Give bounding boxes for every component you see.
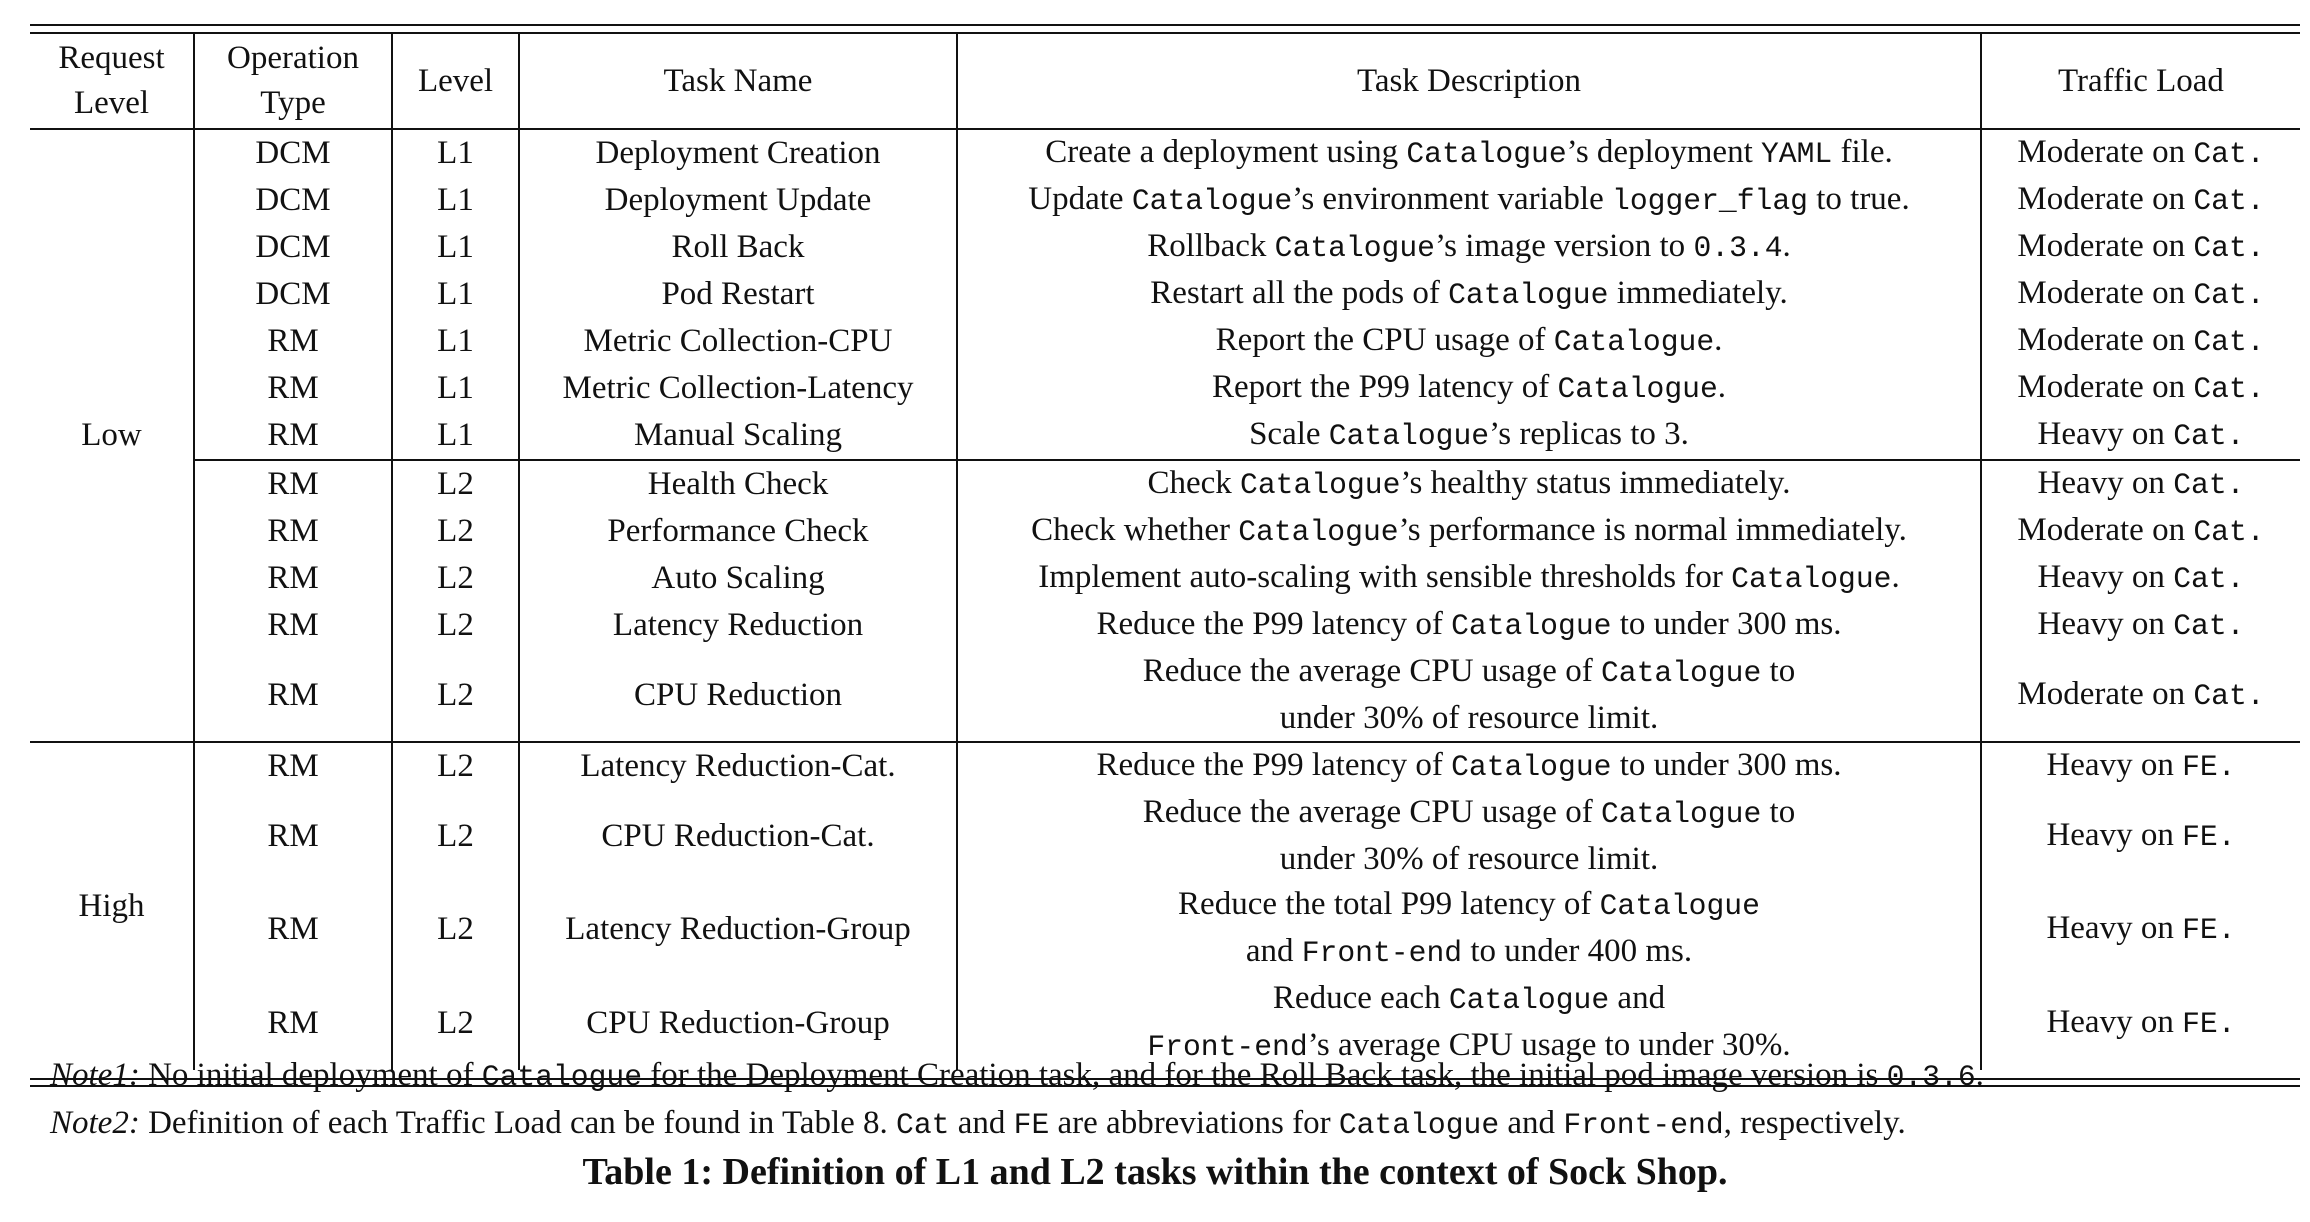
table-row bbox=[30, 365, 2300, 412]
header-traffic-load: Traffic Load bbox=[1981, 33, 2300, 129]
cell-operation-type: RM bbox=[194, 460, 392, 508]
cell-traffic-load: Heavy on FE. bbox=[2046, 1003, 2236, 1041]
table-row bbox=[30, 602, 2300, 649]
cell-task-name: Metric Collection-Latency bbox=[519, 365, 957, 412]
header-task-description: Task Description bbox=[957, 33, 1981, 129]
cell-task-description: Reduce the P99 latency of Catalogue to under 300 ms. bbox=[957, 602, 1981, 649]
table-row bbox=[30, 224, 2300, 271]
cell-operation-type: RM bbox=[194, 649, 392, 742]
table-notes bbox=[50, 1052, 2290, 1148]
cell-operation-type: RM bbox=[194, 365, 392, 412]
cell-task-description: Report the P99 latency of Catalogue. bbox=[957, 365, 1981, 412]
cell-traffic-load: Heavy on Cat. bbox=[1981, 460, 2300, 508]
cell-level: L2 bbox=[392, 555, 519, 602]
table-row bbox=[30, 271, 2300, 318]
cell-task-name: Latency Reduction-Cat. bbox=[519, 742, 957, 790]
table-caption: Table 1: Definition of L1 and L2 tasks within the context of Sock Shop. bbox=[582, 1151, 1728, 1193]
cell-task-name: Health Check bbox=[519, 460, 957, 508]
cell-task-description: Check whether Catalogue’s performance is normal immediately. bbox=[957, 508, 1981, 555]
cell-task-name: Metric Collection-CPU bbox=[519, 318, 957, 365]
cell-traffic-load: Moderate on Cat. bbox=[2017, 512, 2265, 549]
group-high: High bbox=[30, 742, 194, 1070]
table-row bbox=[30, 508, 2300, 555]
cell-operation-type: DCM bbox=[194, 177, 392, 224]
cell-traffic-load: Heavy on FE. bbox=[1981, 742, 2300, 790]
header-operation-type: Operation Type bbox=[194, 33, 392, 129]
cell-task-name: CPU Reduction bbox=[519, 649, 957, 742]
cell-operation-type: RM bbox=[194, 742, 392, 790]
header-level: Level bbox=[392, 33, 519, 129]
table-row bbox=[30, 460, 2300, 508]
cell-operation-type: RM bbox=[194, 508, 392, 555]
cell-operation-type: RM bbox=[194, 602, 392, 649]
header-task-name: Task Name bbox=[519, 33, 957, 129]
cell-task-name: Auto Scaling bbox=[519, 555, 957, 602]
cell-level: L2 bbox=[392, 882, 519, 976]
cell-traffic-load: Heavy on Cat. bbox=[2037, 606, 2245, 643]
cell-task-name: Deployment Creation bbox=[519, 129, 957, 177]
cell-task-name: Manual Scaling bbox=[519, 412, 957, 460]
cell-level: L1 bbox=[392, 412, 519, 460]
cell-operation-type: RM bbox=[194, 790, 392, 882]
table-row bbox=[30, 177, 2300, 224]
cell-level: L1 bbox=[392, 318, 519, 365]
cell-traffic-load: Moderate on Cat. bbox=[2017, 369, 2265, 406]
cell-task-description: Reduce the average CPU usage of Catalogue to under 30% of resource limit. bbox=[957, 649, 1981, 742]
table-row bbox=[30, 318, 2300, 365]
cell-level: L2 bbox=[392, 976, 519, 1070]
cell-traffic-load: Moderate on Cat. bbox=[2017, 134, 2265, 171]
cell-level: L2 bbox=[392, 742, 519, 790]
cell-level: L1 bbox=[392, 224, 519, 271]
cell-task-description: Create a deployment using Catalogue’s deployment YAML file. bbox=[957, 129, 1981, 177]
cell-operation-type: RM bbox=[194, 555, 392, 602]
table-row bbox=[30, 555, 2300, 602]
cell-task-description: Update Catalogue’s environment variable logger_flag to true. bbox=[957, 177, 1981, 224]
cell-task-name: Roll Back bbox=[519, 224, 957, 271]
table-row bbox=[30, 882, 2300, 976]
cell-operation-type: DCM bbox=[194, 271, 392, 318]
table-row bbox=[30, 790, 2300, 882]
cell-task-name: Latency Reduction bbox=[519, 602, 957, 649]
cell-level: L1 bbox=[392, 177, 519, 224]
cell-traffic-load: Moderate on Cat. bbox=[2017, 675, 2265, 713]
group-low: Low bbox=[30, 129, 194, 742]
cell-task-description: Reduce the total P99 latency of Catalogue and Front-end to under 400 ms. bbox=[957, 882, 1981, 976]
cell-task-description: Reduce the average CPU usage of Catalogue to under 30% of resource limit. bbox=[957, 790, 1981, 882]
cell-level: L1 bbox=[392, 129, 519, 177]
cell-level: L2 bbox=[392, 460, 519, 508]
note-1: Note1: No initial deployment of Catalogue for the Deployment Creation task, and for the Roll Back task, the initial pod image version is 0.3.6. bbox=[50, 1057, 1984, 1094]
cell-operation-type: RM bbox=[194, 318, 392, 365]
cell-traffic-load: Heavy on Cat. bbox=[2037, 416, 2245, 453]
cell-task-name: Pod Restart bbox=[519, 271, 957, 318]
note-2: Note2: Definition of each Traffic Load can be found in Table 8. Cat and FE are abbreviations for Catalogue and Front-end, respectively. bbox=[50, 1105, 1906, 1142]
table-wrapper bbox=[30, 24, 2300, 1087]
cell-traffic-load: Moderate on Cat. bbox=[2017, 228, 2265, 265]
cell-operation-type: DCM bbox=[194, 224, 392, 271]
cell-task-name: CPU Reduction-Cat. bbox=[519, 790, 957, 882]
cell-traffic-load: Heavy on Cat. bbox=[2037, 559, 2245, 596]
cell-task-name: CPU Reduction-Group bbox=[519, 976, 957, 1070]
cell-task-name: Performance Check bbox=[519, 508, 957, 555]
cell-operation-type: RM bbox=[194, 882, 392, 976]
cell-traffic-load: Heavy on FE. bbox=[2046, 816, 2236, 854]
tasks-table bbox=[30, 32, 2300, 1070]
table-row bbox=[30, 649, 2300, 742]
cell-level: L2 bbox=[392, 508, 519, 555]
cell-operation-type: DCM bbox=[194, 129, 392, 177]
cell-task-description: Scale Catalogue’s replicas to 3. bbox=[957, 412, 1981, 460]
table-row bbox=[30, 129, 2300, 177]
cell-traffic-load: Moderate on Cat. bbox=[2017, 275, 2265, 312]
cell-operation-type: RM bbox=[194, 976, 392, 1070]
cell-task-description: Implement auto-scaling with sensible thresholds for Catalogue. bbox=[957, 555, 1981, 602]
header-row bbox=[30, 33, 2300, 129]
cell-level: L1 bbox=[392, 271, 519, 318]
cell-task-description: Report the CPU usage of Catalogue. bbox=[957, 318, 1981, 365]
cell-task-description: Rollback Catalogue’s image version to 0.3.4. bbox=[957, 224, 1981, 271]
cell-task-description: Reduce each Catalogue and Front-end’s average CPU usage to under 30%. bbox=[957, 976, 1981, 1070]
cell-task-description: Reduce the P99 latency of Catalogue to under 300 ms. bbox=[957, 742, 1981, 790]
cell-level: L2 bbox=[392, 790, 519, 882]
table-row bbox=[30, 742, 2300, 790]
cell-traffic-load: Moderate on Cat. bbox=[2017, 181, 2265, 218]
cell-task-description: Restart all the pods of Catalogue immediately. bbox=[957, 271, 1981, 318]
cell-task-description: Check Catalogue’s healthy status immediately. bbox=[957, 460, 1981, 508]
cell-traffic-load: Moderate on Cat. bbox=[2017, 322, 2265, 359]
table-row bbox=[30, 412, 2300, 460]
cell-level: L2 bbox=[392, 602, 519, 649]
cell-operation-type: RM bbox=[194, 412, 392, 460]
cell-level: L1 bbox=[392, 365, 519, 412]
cell-task-name: Deployment Update bbox=[519, 177, 957, 224]
cell-level: L2 bbox=[392, 649, 519, 742]
header-request-level: Request Level bbox=[30, 33, 194, 129]
cell-task-name: Latency Reduction-Group bbox=[519, 882, 957, 976]
cell-traffic-load: Heavy on FE. bbox=[2046, 909, 2236, 947]
